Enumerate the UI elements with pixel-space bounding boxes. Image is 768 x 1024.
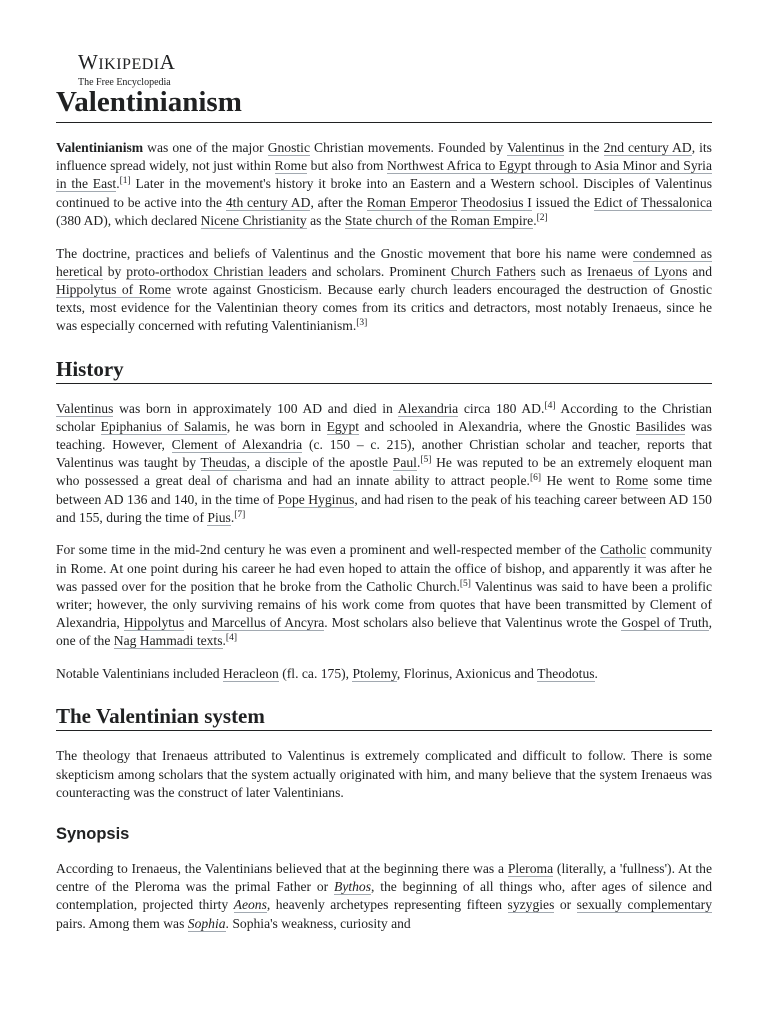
article-link[interactable]: Basilides <box>635 418 686 434</box>
article-link[interactable]: Aeons <box>233 897 267 913</box>
paragraph-text: by <box>102 263 127 279</box>
paragraph-text: was born in approximately 100 AD and died in <box>113 400 398 416</box>
article-link[interactable]: Epiphanius of Salamis <box>100 418 227 434</box>
page-title: Valentinianism <box>56 84 712 123</box>
article-link[interactable]: 2nd century AD <box>603 140 692 155</box>
article-link[interactable]: Valentinus <box>506 140 565 155</box>
paragraph-text: The doctrine, practices and beliefs of Valentinus and the Gnostic movement that bore his name were <box>56 245 633 261</box>
citation-link[interactable]: [5] <box>420 455 432 466</box>
paragraph-text: , Florinus, Axionicus and <box>396 666 538 682</box>
article-link[interactable]: Northwest Africa to Egypt through to Asia Minor and Syria in the East <box>56 158 712 192</box>
paragraph-text: . <box>594 666 598 682</box>
article-link[interactable]: proto-orthodox Christian leaders <box>126 263 307 279</box>
paragraph-text: . <box>222 633 226 649</box>
article-link[interactable]: Paul <box>392 455 417 471</box>
article-link[interactable]: Clement of Alexandria <box>171 436 303 452</box>
paragraph-text: and schooled in Alexandria, where the Gnostic <box>359 418 636 434</box>
history-paragraph-1 <box>56 400 712 527</box>
citation-link[interactable]: [5] <box>459 578 471 589</box>
article-link[interactable]: Sophia <box>187 915 226 931</box>
paragraph-text: The theology that Irenaeus attributed to Valentinus is extremely complicated and difficult to follow. There is some skepticism among scholars that the system actually originated with him, and many believe that the system Irenaeus was counteracting was the construct of later Valentinians. <box>56 748 712 800</box>
article-link[interactable]: condemned as heretical <box>56 245 712 279</box>
paragraph-text: . Sophia's weakness, curiosity and <box>225 915 411 931</box>
paragraph-text: Valentinus was said to have been a prolific writer; however, the only surviving remains of his work come from quotes that have been transmitted by Clement of Alexandria, <box>56 578 712 631</box>
article-link[interactable]: Gospel of Truth <box>621 615 709 631</box>
paragraph-text: . <box>230 509 235 525</box>
history-heading: History <box>56 356 712 384</box>
article-link[interactable]: Nag Hammadi texts <box>113 633 223 649</box>
paragraph-text: was one of the major <box>143 140 268 155</box>
bold-term: Valentinianism <box>56 140 144 155</box>
system-paragraph-1 <box>56 747 712 802</box>
wikipedia-tagline: The Free Encyclopedia <box>78 77 171 88</box>
citation-link[interactable]: [7] <box>234 509 246 520</box>
citation-link[interactable]: [6] <box>529 473 542 484</box>
article-link[interactable]: syzygies <box>507 897 555 913</box>
article-link[interactable]: Heracleon <box>223 666 279 682</box>
paragraph-text: He went to <box>541 473 616 489</box>
paragraph-text: , he was born in <box>226 418 327 434</box>
article-link[interactable]: Catholic <box>600 542 647 558</box>
paragraph-text: (c. 150 – c. 215), another Christian scholar and teacher, reports that Valentinus was taught by <box>56 436 712 471</box>
article-content <box>56 139 712 947</box>
article-link[interactable]: Church Fathers <box>450 263 536 279</box>
paragraph-text: or <box>554 897 577 913</box>
citation-link[interactable]: [2] <box>536 212 548 223</box>
wikipedia-wordmark: WIKIPEDIA <box>78 50 176 74</box>
article-link[interactable]: 4th century AD <box>225 194 311 210</box>
paragraph-text: According to Irenaeus, the Valentinians believed that at the beginning there was a <box>56 860 508 876</box>
article-link[interactable]: Hippolytus of Rome <box>56 281 172 297</box>
citation-link[interactable]: [4] <box>544 400 556 411</box>
paragraph-text: as the <box>306 212 345 228</box>
paragraph-text: , and had risen to the peak of his teaching career between AD 150 and 155, during the time of <box>56 491 712 525</box>
article-link[interactable]: Theodosius I <box>460 194 532 210</box>
article-link[interactable]: Nicene Christianity <box>200 212 307 228</box>
synopsis-heading: Synopsis <box>56 824 130 843</box>
paragraph-text: . <box>416 455 421 471</box>
paragraph-text: issued the <box>531 194 594 210</box>
paragraph-text: . <box>533 212 537 228</box>
history-paragraph-2 <box>56 541 712 650</box>
paragraph-text: , heavenly archetypes representing fifteen <box>266 897 508 913</box>
paragraph-text: . <box>116 176 120 192</box>
article-link[interactable]: Roman Emperor <box>366 194 458 210</box>
article-link[interactable]: Egypt <box>326 418 360 434</box>
paragraph-text: but also from <box>307 158 388 174</box>
article-link[interactable]: Rome <box>274 158 308 174</box>
article-link[interactable]: Gnostic <box>267 140 310 155</box>
citation-link[interactable]: [1] <box>119 176 131 187</box>
paragraph-text: was teaching. However, <box>56 418 712 452</box>
paragraph-text: Later in the movement's history it broke into an Eastern and a Western school. Disciples of Valentinus continued to be active into the <box>56 176 712 210</box>
article-link[interactable]: Theudas <box>200 455 247 471</box>
article-link[interactable]: Rome <box>615 473 649 489</box>
paragraph-text: some time between AD 136 and 140, in the time of <box>56 473 712 507</box>
paragraph-text: circa 180 AD. <box>458 400 545 416</box>
article-link[interactable]: Hippolytus <box>123 615 185 631</box>
paragraph-text: and <box>184 615 212 631</box>
article-link[interactable]: Bythos <box>334 879 372 895</box>
paragraph-text: (literally, a 'fullness'). At the centre of the Pleroma was the primal Father or <box>56 860 713 895</box>
paragraph-text: pairs. Among them was <box>56 915 188 931</box>
intro-paragraph-2 <box>56 245 712 336</box>
article-link[interactable]: Ptolemy <box>352 666 397 682</box>
citation-link[interactable]: [4] <box>225 633 237 644</box>
citation-link[interactable]: [3] <box>356 318 368 329</box>
paragraph-text: He was reputed to be an extremely eloquent man who possessed a great deal of charisma and had an innate ability to attract people. <box>56 455 712 489</box>
paragraph-text: , a disciple of the apostle <box>246 455 393 471</box>
history-paragraph-3 <box>56 665 712 683</box>
paragraph-text: (380 AD), which declared <box>56 212 201 228</box>
article-link[interactable]: Valentinus <box>56 400 114 416</box>
paragraph-text: For some time in the mid-2nd century he was even a prominent and well-respected member of the <box>56 542 601 558</box>
paragraph-text: , the beginning of all things who, after ages of silence and contemplation, projected thirty <box>56 879 712 913</box>
intro-paragraph-1 <box>56 139 712 230</box>
paragraph-text: , after the <box>310 194 367 210</box>
synopsis-paragraph-1 <box>56 860 712 933</box>
paragraph-text: Christian movements. Founded by <box>309 140 507 155</box>
article-link[interactable]: Edict of Thessalonica <box>593 194 713 210</box>
article-link[interactable]: Theodotus <box>537 666 595 682</box>
paragraph-text: wrote against Gnosticism. Because early church leaders encouraged the destruction of Gnostic texts, most evidence for the Valentinian theory comes from its critics and detractors, most notably Irenaeus, since he was especially concerned with refuting Valentinianism. <box>56 281 712 334</box>
paragraph-text: (fl. ca. 175), <box>278 666 353 682</box>
paragraph-text: in the <box>564 140 604 155</box>
article-link[interactable]: Pleroma <box>507 860 554 876</box>
article-link[interactable]: State church of the Roman Empire <box>344 212 534 228</box>
paragraph-text: According to the Christian scholar <box>56 400 712 434</box>
article-link[interactable]: Marcellus of Ancyra <box>211 615 325 631</box>
article-link[interactable]: Irenaeus of Lyons <box>586 263 688 279</box>
paragraph-text: Notable Valentinians included <box>56 666 223 682</box>
article-link[interactable]: Alexandria <box>397 400 459 416</box>
paragraph-text: . Most scholars also believe that Valentinus wrote the <box>324 615 622 631</box>
paragraph-text: community in Rome. At one point during his career he had even hoped to attain the office of bishop, and apparently it was after he was passed over for the position that he broke from the Catholic Church. <box>56 542 712 594</box>
article-link[interactable]: sexually complementary <box>576 897 713 913</box>
article-link[interactable]: Pius <box>207 509 231 525</box>
paragraph-text: , one of the <box>56 615 712 649</box>
valentinian-system-heading: The Valentinian system <box>56 703 712 731</box>
paragraph-text: and scholars. Prominent <box>306 263 451 279</box>
article-link[interactable]: Pope Hyginus <box>277 491 355 507</box>
paragraph-text: and <box>687 263 713 279</box>
paragraph-text: such as <box>535 263 587 279</box>
paragraph-text: , its influence spread widely, not just within <box>56 140 712 174</box>
